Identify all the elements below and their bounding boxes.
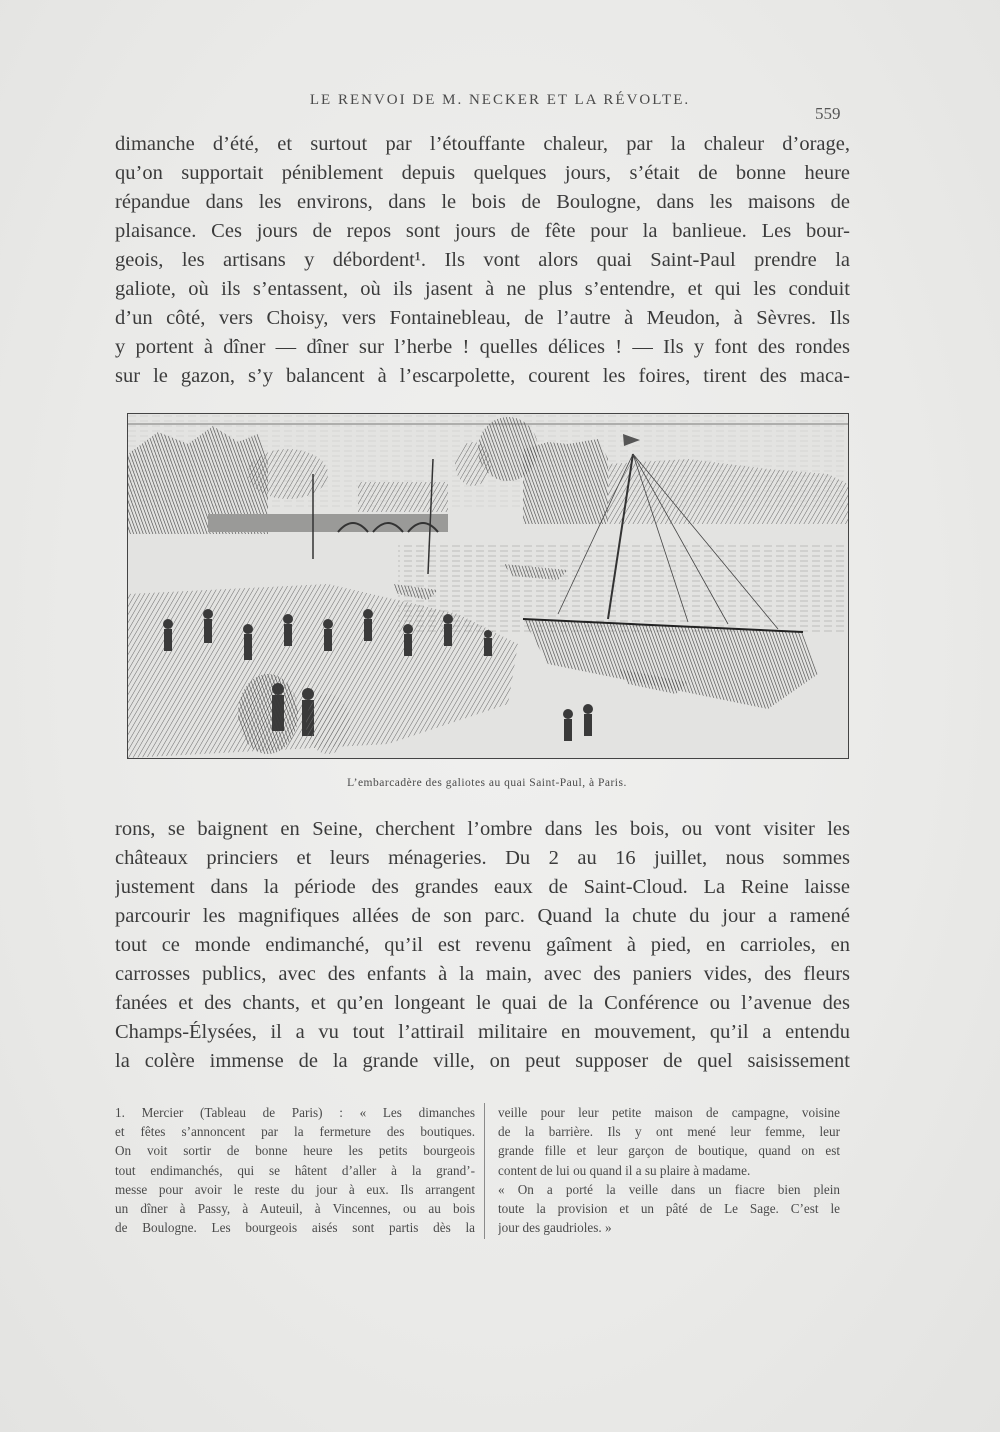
body-line: parcourir les magnifiques allées de son parc. Quand la chute du jour a ramené: [115, 905, 850, 927]
body-line: Champs-Élysées, il a vu tout l’attirail militaire en mouvement, qu’il a entendu: [115, 1021, 850, 1043]
footnote-line: toute la provision et un pâté de Le Sage. C’est le: [498, 1200, 840, 1216]
body-line: tout ce monde endimanché, qu’il est revenu gaîment à pied, en carrioles, en: [115, 934, 850, 956]
figure-caption: L’embarcadère des galiotes au quai Saint-Paul, à Paris.: [347, 777, 627, 789]
body-line: fanées et des chants, et qu’en longeant le quai de la Conférence ou l’avenue des: [115, 992, 850, 1014]
body-line: d’un côté, vers Choisy, vers Fontainebleau, de l’autre à Meudon, à Sèvres. Ils: [115, 307, 850, 329]
footnote-line: 1. Mercier (Tableau de Paris) : « Les dimanches: [115, 1105, 475, 1120]
footnote-line: veille pour leur petite maison de campagne, voisine: [498, 1105, 840, 1120]
footnote-line: tout endimanchés, qui se hâtent d’aller à la grand’-: [115, 1162, 475, 1178]
footnote-right-column: [498, 1103, 840, 1237]
body-line: la colère immense de la grande ville, on peut supposer de quel saisissement: [115, 1050, 850, 1072]
footnote-line: jour des gaudrioles. »: [498, 1220, 612, 1236]
footnote-line: grande fille et leur garçon de boutique, quand on est: [498, 1143, 840, 1159]
footnote-line: et fêtes s’annoncent par la fermeture des boutiques.: [115, 1124, 475, 1140]
body-line: y portent à dîner — dîner sur l’herbe ! quelles délices ! — Ils y font des rondes: [115, 336, 850, 358]
running-head: LE RENVOI DE M. NECKER ET LA RÉVOLTE.: [309, 92, 691, 108]
body-line: carrosses publics, avec des enfants à la main, avec des paniers vides, des fleurs: [115, 963, 850, 985]
body-line: châteaux princiers et leurs ménageries. Du 2 au 16 juillet, nous sommes: [115, 847, 850, 869]
body-line: galiote, où ils s’entassent, où ils jasent à ne plus s’entendre, et qui les conduit: [115, 278, 850, 300]
engraving-illustration: [127, 413, 849, 759]
footnote-line: « On a porté la veille dans un fiacre bien plein: [498, 1181, 840, 1197]
body-line: plaisance. Ces jours de repos sont jours de fête pour la banlieue. Les bour-: [115, 220, 850, 242]
body-line: justement dans la période des grandes eaux de Saint-Cloud. La Reine laisse: [115, 876, 850, 898]
footnote-column-rule: [484, 1103, 485, 1239]
page-number: 559: [815, 104, 841, 123]
body-line: rons, se baignent en Seine, cherchent l’ombre dans les bois, ou vont visiter les: [115, 818, 850, 840]
footnote-line: On voit sortir de bonne heure les petits bourgeois: [115, 1143, 475, 1159]
footnote-left-column: [115, 1103, 475, 1237]
body-line: geois, les artisans y débordent¹. Ils vont alors quai Saint-Paul prendre la: [115, 249, 850, 271]
body-line: répandue dans les environs, dans le bois de Boulogne, dans les maisons de: [115, 191, 850, 213]
body-line: sur le gazon, s’y balancent à l’escarpolette, courent les foires, tirent des maca-: [115, 365, 850, 387]
body-line: dimanche d’été, et surtout par l’étouffante chaleur, par la chaleur d’orage,: [115, 133, 850, 155]
footnote-line: content de lui ou quand il a su plaire à madame.: [498, 1162, 751, 1178]
body-line: qu’on supportait péniblement depuis quelques jours, s’était de bonne heure: [115, 162, 850, 184]
footnote-line: messe pour avoir le reste du jour à eux. Ils arrangent: [115, 1181, 475, 1197]
footnote-line: un dîner à Passy, à Auteuil, à Vincennes, ou au bois: [115, 1200, 475, 1216]
footnote-line: de la barrière. Ils y ont mené leur femme, leur: [498, 1124, 840, 1140]
footnote-line: de Boulogne. Les bourgeois aisés sont partis dès la: [115, 1220, 475, 1236]
